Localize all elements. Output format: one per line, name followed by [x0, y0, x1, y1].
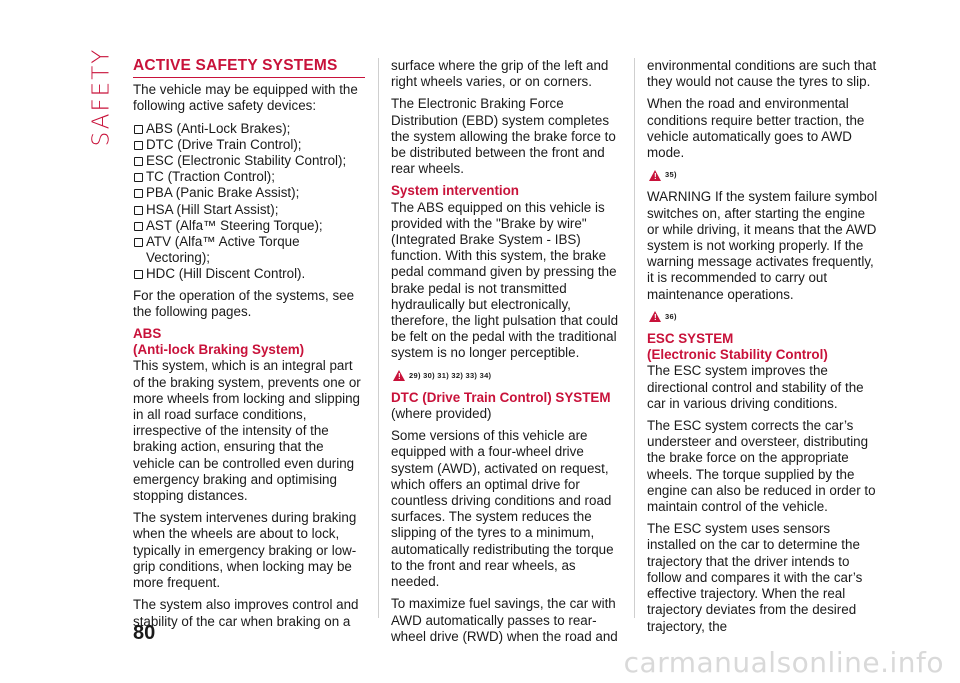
intervention-heading: System intervention — [391, 183, 519, 199]
warning-refs: 36) — [665, 311, 677, 321]
warning-refs: 35) — [665, 170, 677, 180]
checkbox-bullet-icon — [134, 238, 143, 247]
intervention-paragraph: The ABS equipped on this vehicle is provided with the "Brake by wire" (Integrated Brake System - IBS) function. With this system, the brake pedal command given by pressing the brake pedal is not transmitted hydraulically but electronically, therefore, the light pulsation that could be felt on the pedal with the traditional system is no longer perceptible. — [391, 199, 619, 361]
watermark: carmanualsonline.info — [623, 646, 944, 679]
column-divider — [634, 58, 635, 618]
warning-paragraph: WARNING If the system failure symbol switches on, after starting the engine or while driving, it means that the AWD system is not working properly. If the warning message activates frequently, it is recommended to carry out maintenance operations. — [647, 189, 878, 302]
esc-heading: ESC SYSTEM — [647, 331, 734, 347]
list-item: TC (Traction Control); — [133, 169, 365, 185]
section-label: SAFETY — [88, 47, 115, 147]
dtc-heading: DTC (Drive Train Control) SYSTEM — [391, 389, 611, 405]
list-item: ESC (Electronic Stability Control); — [133, 153, 365, 169]
esc-paragraph: The ESC system improves the directional control and stability of the car in various driving conditions. — [647, 363, 864, 411]
esc-paragraph: The ESC system corrects the car’s understeer and oversteer, distributing the brake force on the appropriate wheels. The torque supplied by the engine can also be reduced in order to maintain control of the vehicle. — [647, 418, 876, 515]
esc-paragraph: The ESC system uses sensors installed on the car to determine the trajectory that the driver intends to follow and compares it with the car’s effective trajectory. When the real trajectory deviates from the desired trajectory, the — [647, 521, 863, 634]
warning-triangle-icon: ! — [649, 311, 661, 322]
abs-paragraph: This system, which is an integral part of the braking system, prevents one or more wheels from locking and slipping in all road surface conditions, irrespective of the intensity of the braking action, ensuring that the vehicle can be controlled even during emergency braking and optimising stopping distances. — [133, 358, 361, 504]
list-item: ATV (Alfa™ Active Torque Vectoring); — [133, 234, 365, 266]
paragraph: surface where the grip of the left and right wheels varies, or on corners. — [391, 58, 609, 90]
warning-reference — [393, 368, 623, 384]
warning-reference — [649, 167, 879, 183]
checkbox-bullet-icon — [134, 125, 143, 134]
warning-triangle-icon: ! — [649, 170, 661, 181]
warning-triangle-icon: ! — [393, 370, 405, 381]
fuel-paragraph: To maximize fuel savings, the car with AWD automatically passes to rear-wheel drive (RWD) when the road and — [391, 596, 618, 644]
ebd-paragraph: The Electronic Braking Force Distribution (EBD) system completes the system allowing the brake force to be distributed between the front and rear wheels. — [391, 96, 616, 177]
checkbox-bullet-icon — [134, 206, 143, 215]
paragraph: environmental conditions are such that they would not cause the tyres to slip. — [647, 58, 877, 90]
page-number: 80 — [133, 622, 156, 644]
warning-reference — [649, 309, 879, 325]
list-item: HDC (Hill Discent Control). — [133, 266, 365, 282]
devices-list — [133, 121, 365, 283]
operation-note: For the operation of the systems, see the following pages. — [133, 287, 355, 319]
esc-subheading: (Electronic Stability Control) — [647, 347, 828, 363]
list-item: PBA (Panic Brake Assist); — [133, 185, 365, 201]
abs-subheading: (Anti-lock Braking System) — [133, 342, 305, 358]
checkbox-bullet-icon — [134, 141, 143, 150]
list-item: ABS (Anti-Lock Brakes); — [133, 121, 365, 137]
checkbox-bullet-icon — [134, 189, 143, 198]
checkbox-bullet-icon — [134, 157, 143, 166]
abs-heading: ABS — [133, 326, 162, 342]
intro-paragraph: The vehicle may be equipped with the following active safety devices: — [133, 82, 358, 114]
list-item: HSA (Hill Start Assist); — [133, 202, 365, 218]
dtc-paragraph: Some versions of this vehicle are equipped with a four-wheel drive system (AWD), activated on request, which offers an optimal drive for countless driving conditions and road surfaces. The system reduces the slipping of the tyres to a minimum, automatically redistributing the torque to the front and rear wheels, as needed. — [391, 428, 614, 590]
column-2 — [391, 58, 623, 651]
section-side-tab — [78, 47, 115, 147]
checkbox-bullet-icon — [134, 222, 143, 231]
list-item: AST (Alfa™ Steering Torque); — [133, 218, 365, 234]
list-item: DTC (Drive Train Control); — [133, 137, 365, 153]
checkbox-bullet-icon — [134, 173, 143, 182]
dtc-provided-note: (where provided) — [391, 406, 492, 422]
abs-paragraph: The system intervenes during braking when the wheels are about to lock, typically in emergency braking or low-grip conditions, when locking may be more frequent. — [133, 510, 357, 591]
awd-paragraph: When the road and environmental conditions require better traction, the vehicle automatically goes to AWD mode. — [647, 96, 865, 161]
column-divider — [378, 58, 379, 618]
column-3 — [647, 58, 879, 641]
page-title: ACTIVE SAFETY SYSTEMS — [133, 58, 365, 78]
abs-paragraph: The system also improves control and stability of the car when braking on a — [133, 597, 359, 629]
column-1 — [133, 58, 365, 636]
checkbox-bullet-icon — [134, 270, 143, 279]
warning-refs: 29) 30) 31) 32) 33) 34) — [409, 370, 492, 380]
